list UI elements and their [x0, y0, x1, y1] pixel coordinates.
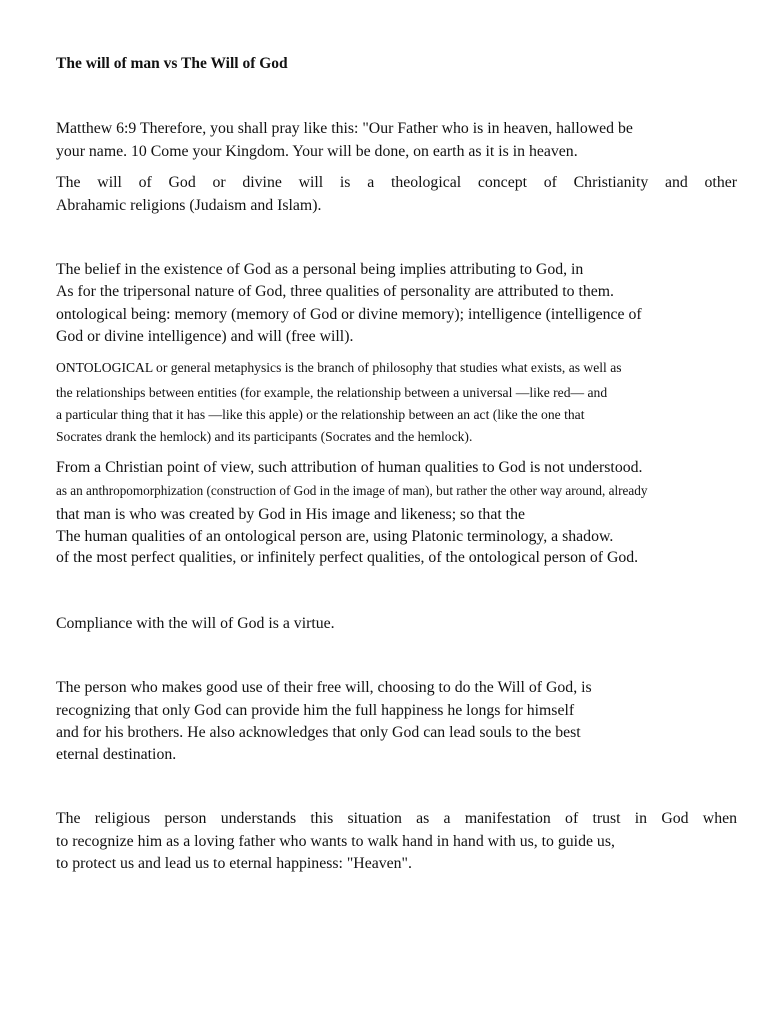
text-line: Compliance with the will of God is a virtue. [56, 615, 335, 632]
text-line: God or divine intelligence) and will (free will). [56, 328, 354, 345]
text-line: recognizing that only God can provide him the full happiness he longs for himself [56, 702, 575, 719]
text-line: From a Christian point of view, such attribution of human qualities to God is not understood. [56, 459, 643, 476]
text-line: as an anthropomorphization (construction of God in the image of man), but rather the other way around, already [56, 483, 648, 498]
text-line: a particular thing that it has —like this apple) or the relationship between an act (like the one that [56, 407, 585, 422]
text-line: the relationships between entities (for example, the relationship between a universal —like red— and [56, 385, 608, 400]
text-line: The will of God or divine will is a theological concept of Christianity and other [56, 174, 737, 191]
text-line: eternal destination. [56, 746, 177, 763]
text-line: that man is who was created by God in His image and likeness; so that the [56, 506, 525, 523]
text-line: Matthew 6:9 Therefore, you shall pray like this: "Our Father who is in heaven, hallowed be [56, 120, 633, 137]
text-line: ONTOLOGICAL or general metaphysics is the branch of philosophy that studies what exists, as well as [56, 360, 622, 375]
text-line: of the most perfect qualities, or infinitely perfect qualities, of the ontological person of God. [56, 549, 639, 566]
text-line: The human qualities of an ontological person are, using Platonic terminology, a shadow. [56, 528, 614, 545]
text-line: The person who makes good use of their free will, choosing to do the Will of God, is [56, 679, 592, 696]
text-line: The belief in the existence of God as a personal being implies attributing to God, in [56, 261, 584, 278]
text-line: ontological being: memory (memory of God or divine memory); intelligence (intelligence of [56, 306, 642, 323]
text-line: to recognize him as a loving father who wants to walk hand in hand with us, to guide us, [56, 833, 615, 850]
text-line: your name. 10 Come your Kingdom. Your will be done, on earth as it is in heaven. [56, 143, 578, 160]
text-line: and for his brothers. He also acknowledges that only God can lead souls to the best [56, 724, 581, 741]
text-line: The religious person understands this situation as a manifestation of trust in God when [56, 810, 737, 827]
text-line: to protect us and lead us to eternal happiness: "Heaven". [56, 855, 412, 872]
document-title: The will of man vs The Will of God [56, 55, 288, 72]
text-line: As for the tripersonal nature of God, three qualities of personality are attributed to them. [56, 283, 614, 300]
text-line: Socrates drank the hemlock) and its participants (Socrates and the hemlock). [56, 429, 473, 444]
text-line: Abrahamic religions (Judaism and Islam). [56, 197, 322, 214]
